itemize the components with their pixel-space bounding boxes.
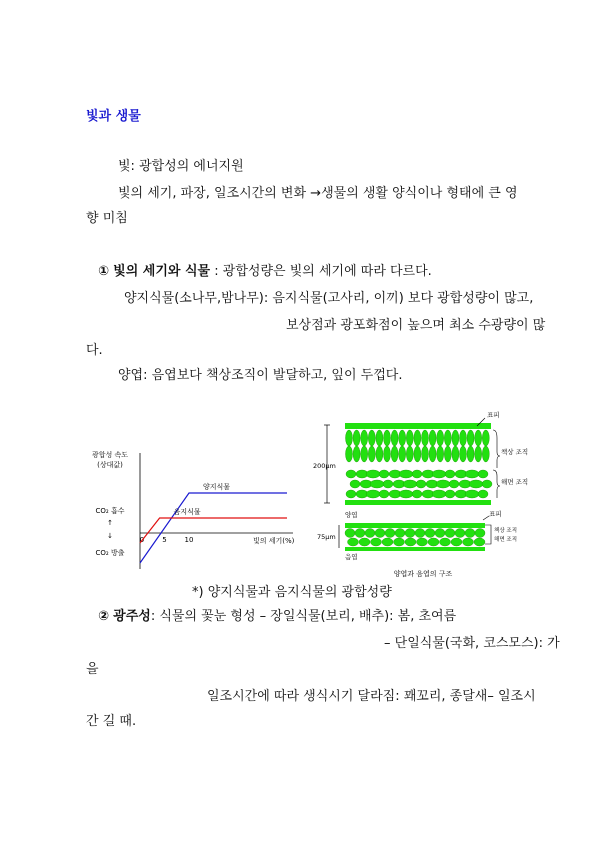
subsection-1-title: 빛의 세기와 식물	[113, 264, 211, 279]
chart-ylabel: 광합성 속도 (상대값)	[91, 451, 129, 469]
line-short-day-cont: 을	[86, 662, 99, 677]
series-label: 음지식물	[173, 508, 201, 516]
figure-caption: *) 양지식물과 음지식물의 광합성량	[192, 585, 392, 600]
leaf-structure-figure	[305, 408, 537, 583]
chart-y-bottom: CO₂ 방출	[95, 549, 125, 557]
shade-leaf-tissue	[345, 523, 485, 551]
label-epidermis-shade: 표피	[489, 510, 502, 518]
sun-leaf-tissue	[345, 423, 492, 505]
section-heading: 빛과 생물	[86, 109, 141, 124]
leaf-figure-title: 양엽과 음엽의 구조	[393, 570, 453, 578]
line-day-length: 일조시간에 따라 생식시기 달라짐: 꽤꼬리, 종달새– 일조시	[207, 689, 536, 704]
x-tick-label: 10	[184, 536, 194, 544]
line-short-day: – 단일식물(국화, 코스모스): 가	[384, 636, 560, 651]
shade-leaf-label: 음엽	[345, 553, 358, 561]
line-compensation-cont: 다.	[86, 343, 103, 358]
label-palisade-shade: 책상 조직	[494, 528, 518, 534]
line-light-energy: 빛: 광합성의 에너지원	[118, 159, 244, 174]
svg-text:↑: ↑	[107, 519, 113, 527]
sun-leaf-thickness: 200μm	[313, 462, 336, 470]
subsection-1-number: ①	[98, 264, 110, 279]
label-spongy-sun: 해면 조직	[501, 478, 529, 486]
photosynthesis-chart	[88, 445, 303, 575]
line-light-change: 빛의 세기, 파장, 일조시간의 변화 →생물의 생활 양식이나 형태에 큰 영	[118, 186, 518, 201]
chart-y-top: CO₂ 흡수	[95, 507, 125, 515]
label-epidermis-top: 표피	[487, 411, 500, 419]
line-light-change-cont: 향 미침	[86, 211, 128, 226]
x-tick-label: 0	[139, 536, 145, 544]
series-line	[140, 493, 287, 563]
subsection-2-number: ②	[98, 609, 110, 624]
label-spongy-shade: 해면 조직	[494, 537, 518, 543]
subsection-2	[98, 605, 456, 624]
x-tick-label: 5	[162, 536, 167, 544]
line-sun-leaf: 양엽: 음엽보다 책상조직이 발달하고, 잎이 두껍다.	[118, 368, 403, 383]
svg-text:↓: ↓	[107, 532, 113, 540]
subsection-2-title: 광주성	[113, 609, 151, 624]
line-compensation: 보상점과 광포화점이 높으며 최소 수광량이 많	[286, 318, 546, 333]
subsection-1	[98, 260, 432, 279]
subsection-2-text: : 식물의 꽃눈 형성 – 장일식물(보리, 배추): 봄, 초여름	[150, 609, 457, 624]
label-palisade-sun: 책상 조직	[501, 448, 529, 456]
line-sun-plant: 양지식물(소나무,밤나무): 음지식물(고사리, 이끼) 보다 광합성량이 많고,	[124, 291, 534, 306]
series-label: 양지식물	[203, 483, 231, 491]
chart-xlabel: 빛의 세기(%)	[253, 537, 295, 545]
line-day-length-cont: 간 길 때.	[86, 714, 137, 729]
subsection-1-text: : 광합성량은 빛의 세기에 따라 다르다.	[214, 264, 432, 279]
shade-leaf-thickness: 75μm	[317, 533, 336, 541]
sun-leaf-label: 양엽	[345, 511, 358, 519]
